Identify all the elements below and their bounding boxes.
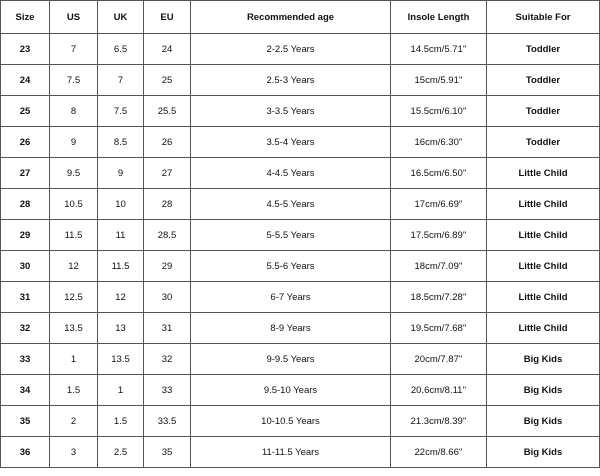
table-body [1,34,600,468]
cell-size: 31 [1,282,50,313]
cell-recommended-age: 9.5-10 Years [191,375,391,406]
cell-insole-length: 17cm/6.69'' [391,189,487,220]
cell-recommended-age: 4.5-5 Years [191,189,391,220]
cell-uk: 6.5 [98,34,144,65]
header-suitable-for: Suitable For [487,1,600,34]
table-row [1,189,600,220]
cell-suitable-for: Little Child [487,189,600,220]
table-row [1,158,600,189]
cell-us: 2 [50,406,98,437]
cell-suitable-for: Big Kids [487,375,600,406]
cell-insole-length: 17.5cm/6.89'' [391,220,487,251]
cell-us: 12.5 [50,282,98,313]
cell-eu: 35 [144,437,191,468]
cell-size: 27 [1,158,50,189]
cell-insole-length: 18cm/7.09'' [391,251,487,282]
cell-us: 1.5 [50,375,98,406]
cell-suitable-for: Little Child [487,158,600,189]
table-row [1,251,600,282]
cell-size: 32 [1,313,50,344]
cell-suitable-for: Toddler [487,65,600,96]
table-row [1,375,600,406]
table-row [1,127,600,158]
header-us: US [50,1,98,34]
cell-eu: 25 [144,65,191,96]
cell-uk: 13.5 [98,344,144,375]
cell-insole-length: 21.3cm/8.39'' [391,406,487,437]
cell-suitable-for: Big Kids [487,406,600,437]
cell-uk: 1 [98,375,144,406]
cell-uk: 7 [98,65,144,96]
table-row [1,34,600,65]
table-row [1,406,600,437]
cell-eu: 27 [144,158,191,189]
cell-uk: 8.5 [98,127,144,158]
cell-suitable-for: Toddler [487,34,600,65]
cell-recommended-age: 11-11.5 Years [191,437,391,468]
cell-size: 23 [1,34,50,65]
cell-suitable-for: Little Child [487,220,600,251]
cell-uk: 10 [98,189,144,220]
cell-eu: 32 [144,344,191,375]
cell-eu: 28 [144,189,191,220]
table-header-row [1,1,600,34]
cell-uk: 11.5 [98,251,144,282]
cell-insole-length: 15cm/5.91'' [391,65,487,96]
cell-eu: 31 [144,313,191,344]
cell-recommended-age: 2-2.5 Years [191,34,391,65]
cell-us: 8 [50,96,98,127]
header-uk: UK [98,1,144,34]
cell-recommended-age: 5-5.5 Years [191,220,391,251]
table-row [1,220,600,251]
cell-size: 24 [1,65,50,96]
cell-recommended-age: 6-7 Years [191,282,391,313]
cell-size: 34 [1,375,50,406]
cell-insole-length: 14.5cm/5.71'' [391,34,487,65]
cell-insole-length: 19.5cm/7.68'' [391,313,487,344]
cell-us: 3 [50,437,98,468]
cell-insole-length: 16cm/6.30'' [391,127,487,158]
cell-eu: 29 [144,251,191,282]
cell-size: 30 [1,251,50,282]
cell-insole-length: 20.6cm/8.11'' [391,375,487,406]
cell-uk: 1.5 [98,406,144,437]
cell-us: 7.5 [50,65,98,96]
cell-us: 9 [50,127,98,158]
header-size: Size [1,1,50,34]
cell-eu: 26 [144,127,191,158]
table-row [1,313,600,344]
cell-eu: 33.5 [144,406,191,437]
table-row [1,437,600,468]
cell-size: 26 [1,127,50,158]
cell-uk: 9 [98,158,144,189]
header-eu: EU [144,1,191,34]
cell-size: 36 [1,437,50,468]
cell-size: 25 [1,96,50,127]
cell-us: 10.5 [50,189,98,220]
cell-insole-length: 16.5cm/6.50'' [391,158,487,189]
cell-insole-length: 18.5cm/7.28'' [391,282,487,313]
table-row [1,344,600,375]
cell-us: 13.5 [50,313,98,344]
cell-uk: 7.5 [98,96,144,127]
cell-recommended-age: 9-9.5 Years [191,344,391,375]
header-insole-length: Insole Length [391,1,487,34]
cell-uk: 13 [98,313,144,344]
cell-suitable-for: Little Child [487,282,600,313]
cell-recommended-age: 5.5-6 Years [191,251,391,282]
cell-eu: 25.5 [144,96,191,127]
cell-eu: 33 [144,375,191,406]
cell-uk: 12 [98,282,144,313]
cell-uk: 2.5 [98,437,144,468]
table-row [1,65,600,96]
cell-size: 29 [1,220,50,251]
cell-us: 1 [50,344,98,375]
table-row [1,282,600,313]
cell-suitable-for: Big Kids [487,437,600,468]
cell-us: 11.5 [50,220,98,251]
cell-recommended-age: 2.5-3 Years [191,65,391,96]
cell-size: 33 [1,344,50,375]
cell-eu: 28.5 [144,220,191,251]
table-row [1,96,600,127]
cell-recommended-age: 3.5-4 Years [191,127,391,158]
cell-insole-length: 20cm/7.87'' [391,344,487,375]
cell-eu: 30 [144,282,191,313]
cell-recommended-age: 4-4.5 Years [191,158,391,189]
cell-us: 9.5 [50,158,98,189]
cell-suitable-for: Big Kids [487,344,600,375]
cell-uk: 11 [98,220,144,251]
cell-recommended-age: 3-3.5 Years [191,96,391,127]
cell-size: 35 [1,406,50,437]
cell-insole-length: 22cm/8.66'' [391,437,487,468]
cell-recommended-age: 8-9 Years [191,313,391,344]
cell-us: 12 [50,251,98,282]
cell-suitable-for: Toddler [487,127,600,158]
cell-eu: 24 [144,34,191,65]
cell-suitable-for: Little Child [487,313,600,344]
cell-suitable-for: Toddler [487,96,600,127]
cell-suitable-for: Little Child [487,251,600,282]
header-recommended-age: Recommended age [191,1,391,34]
cell-insole-length: 15.5cm/6.10'' [391,96,487,127]
cell-size: 28 [1,189,50,220]
cell-recommended-age: 10-10.5 Years [191,406,391,437]
cell-us: 7 [50,34,98,65]
